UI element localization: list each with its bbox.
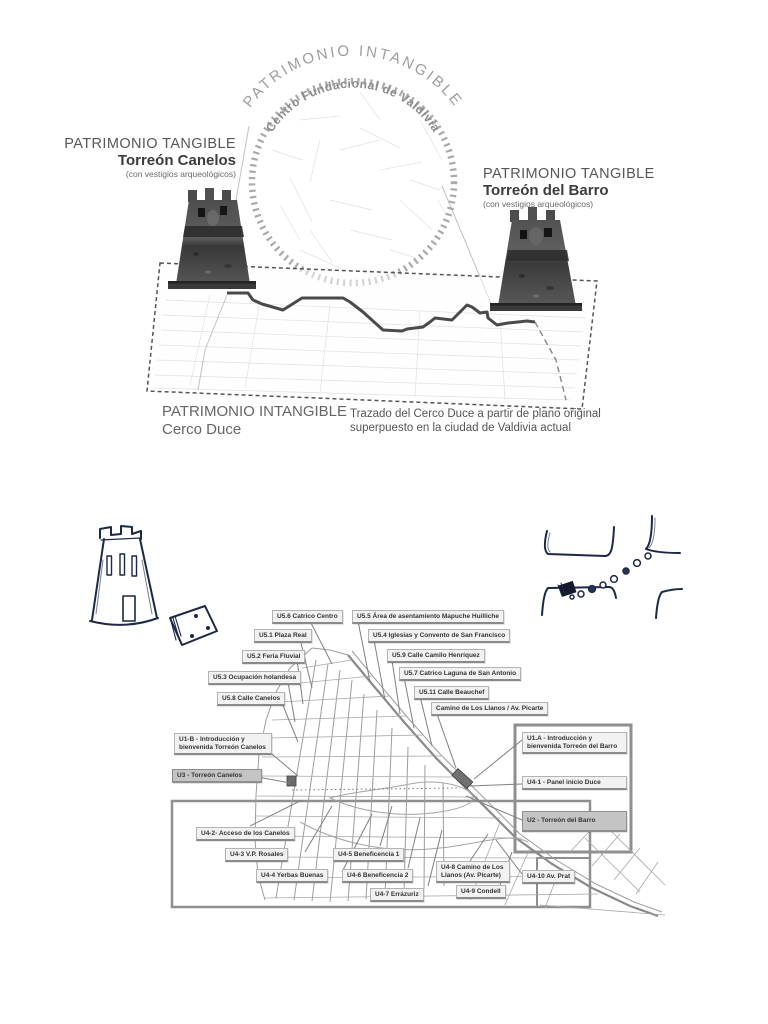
map-label-u4-5: U4-5 Beneficencia 1: [333, 848, 404, 862]
canelos-note: (con vestigios arqueológicos): [125, 169, 236, 179]
map-label-u4-10: U4-10 Av. Prat: [522, 870, 575, 884]
cerco-caption: Trazado del Cerco Duce a partir de plano original superpuesto en la ciudad de Valdivia actual: [350, 408, 601, 435]
canelos-category: PATRIMONIO TANGIBLE: [64, 136, 236, 152]
torreon-canelos-photo: [168, 188, 256, 289]
intersection-sketch: [542, 516, 682, 618]
barro-category: PATRIMONIO TANGIBLE: [483, 166, 655, 182]
map-label-u4-3: U4-3 V.P. Rosales: [225, 848, 288, 862]
map-label-u4-8: U4-8 Camino de Los Llanos (Av. Picarte): [436, 861, 510, 883]
panel-sketch: [170, 606, 217, 645]
map-label-camino-llanos: Camino de Los Llanos / Av. Picarte: [431, 702, 548, 716]
map-label-u5-1: U5.1 Plaza Real: [254, 629, 312, 643]
map-label-u4-9: U4-9 Condell: [456, 885, 506, 899]
cerco-duce-name: Cerco Duce: [162, 421, 242, 438]
map-label-u5-6: U5.6 Catrico Centro: [272, 610, 343, 624]
torreon-del-barro-photo: [490, 207, 582, 311]
cerco-duce-heading: [162, 403, 347, 439]
map-label-u4-6: U4-6 Beneficencia 2: [342, 869, 413, 883]
tower-sketch: [90, 526, 158, 625]
map-label-u1-a: U1.A - Introducción y bienvenida Torreón del Barro: [522, 732, 627, 754]
map-label-u5-5: U5.5 Área de asentamiento Mapuche Huilliche: [352, 610, 504, 624]
map-label-u4-7: U4-7 Errázuriz: [370, 888, 424, 902]
map-label-u4-4: U4-4 Yerbas Buenas: [256, 869, 328, 883]
map-label-u5-2: U5.2 Feria Fluvial: [242, 650, 305, 664]
arc-text-patrimonio-intangible: PATRIMONIO INTANGIBLE: [239, 42, 467, 111]
map-label-u5-11: U5.11 Calle Beauchef: [414, 686, 489, 700]
map-label-u4-1: U4-1 - Panel inicio Duce: [522, 776, 627, 790]
map-label-u5-3: U5.3 Ocupación holandesa: [208, 671, 301, 685]
barro-note: (con vestigios arqueológicos): [483, 199, 594, 209]
barro-name: Torreón del Barro: [483, 182, 609, 199]
map-label-u3: U3 - Torreón Canelos: [172, 769, 262, 783]
barro-heading: [483, 166, 673, 209]
map-label-u4-2: U4-2- Acceso de los Canelos: [196, 827, 295, 841]
cerco-duce-category: PATRIMONIO INTANGIBLE: [162, 403, 348, 420]
canelos-heading: [60, 136, 236, 179]
map-label-u5-7: U5.7 Catrico Laguna de San Antonio: [399, 667, 521, 681]
map-label-u2: U2 - Torreón del Barro: [522, 811, 627, 832]
arc-text-centro-fundacional: Centro Fundacional de Valdivia: [262, 76, 444, 135]
canelos-site-marker: [287, 776, 296, 786]
map-label-u5-4: U5.4 Iglesias y Convento de San Francisco: [368, 629, 510, 643]
canelos-name: Torreón Canelos: [117, 152, 236, 169]
map-label-u5-8: U5.8 Calle Canelos: [217, 692, 285, 706]
map-label-u1-b: U1-B - Introducción y bienvenida Torreón Canelos: [174, 733, 272, 755]
map-label-u5-9: U5.9 Calle Camilo Henríquez: [387, 649, 485, 663]
